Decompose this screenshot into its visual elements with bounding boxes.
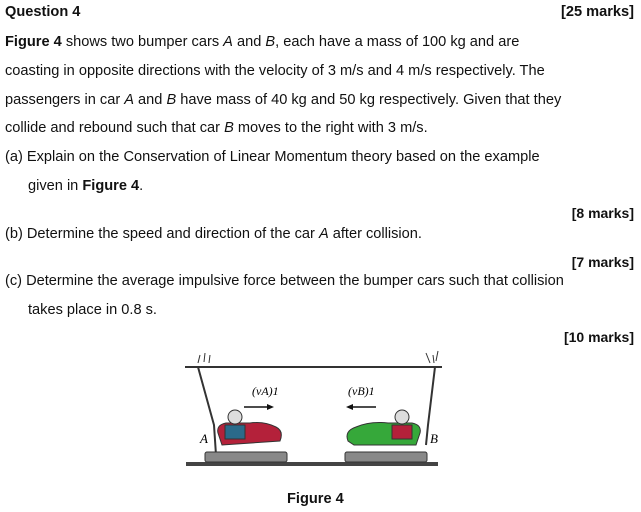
spark-right-icon <box>426 351 438 363</box>
intro-line-1: Figure 4 shows two bumper cars A and B, each have a mass of 100 kg and are <box>5 34 520 50</box>
car-b-base <box>345 452 427 462</box>
figure-caption: Figure 4 <box>287 491 344 507</box>
part-a-line-2: given in Figure 4. <box>28 178 144 194</box>
car-a-seat <box>225 425 245 439</box>
part-c-marks: [10 marks] <box>563 329 634 345</box>
part-a-marks: [8 marks] <box>571 205 634 221</box>
part-c-line-2: takes place in 0.8 s. <box>28 302 157 318</box>
car-b-driver <box>395 410 409 424</box>
car-a-base <box>205 452 287 462</box>
part-b-line: (b) Determine the speed and direction of the car A after collision. <box>5 226 422 242</box>
part-c-line-1: (c) Determine the average impulsive force between the bumper cars such that collision <box>5 273 564 289</box>
car-b-label: B <box>430 431 438 446</box>
car-a-ref: A <box>223 34 233 50</box>
va-label: (vA)1 <box>252 384 279 398</box>
car-b-seat <box>392 425 412 439</box>
car-a-driver <box>228 410 242 424</box>
spark-left-icon <box>198 353 210 363</box>
floor <box>186 462 438 466</box>
intro-line-3: passengers in car A and B have mass of 40 kg and 50 kg respectively. Given that they <box>5 92 562 108</box>
total-marks: [25 marks] <box>560 4 634 20</box>
question-title: Question 4 <box>5 4 81 20</box>
part-a-line-1: (a) Explain on the Conservation of Linear Momentum theory based on the example <box>5 149 540 165</box>
intro-line-2: coasting in opposite directions with the velocity of 3 m/s and 4 m/s respectively. The <box>5 63 545 79</box>
part-b-marks: [7 marks] <box>571 254 634 270</box>
vb-label: (vB)1 <box>348 384 375 398</box>
figure-reference: Figure 4 <box>5 34 62 50</box>
intro-line-4: collide and rebound such that car B moves to the right with 3 m/s. <box>5 120 428 136</box>
car-b-ref: B <box>265 34 276 50</box>
car-a-label: A <box>200 431 208 446</box>
bumper-cars-figure <box>180 345 450 475</box>
